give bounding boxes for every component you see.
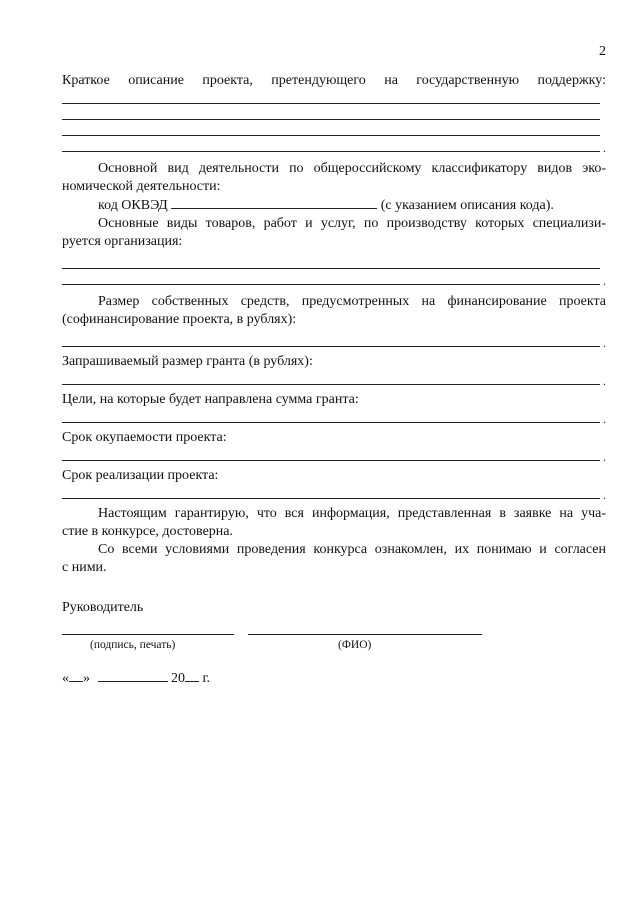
date-month-field[interactable]: [98, 669, 168, 682]
okved-code-suffix: (с указанием описания кода).: [380, 198, 554, 213]
grant-amount-line[interactable]: [62, 371, 606, 387]
okved-code-row: [62, 196, 606, 215]
line-end-dot: .: [603, 274, 606, 288]
okved-code-field[interactable]: [171, 196, 377, 209]
date-year-prefix: 20: [171, 671, 185, 686]
project-description-line-1[interactable]: [62, 90, 606, 106]
guarantee-text-line-2: стие в конкурсе, достоверна.: [62, 524, 234, 539]
goods-line-2[interactable]: [62, 271, 606, 287]
signature-row: [62, 617, 606, 639]
signature-role: Руководитель: [62, 600, 144, 615]
signature-caption: (подпись, печать): [90, 639, 176, 651]
payback-label: Срок окупаемости проекта:: [62, 430, 227, 445]
date-year-suffix: г.: [202, 671, 211, 686]
full-name-field[interactable]: [248, 634, 482, 635]
okved-text-line-1: Основной вид деятельности по общероссийскому классификатору видов эко-: [98, 161, 606, 176]
own-funds-text-line-1: Размер собственных средств, предусмотренных на финансирование проекта: [98, 294, 606, 309]
goods-line-1[interactable]: [62, 255, 606, 271]
date-open-quote: «: [62, 671, 69, 686]
guarantee-text-line-4: с ними.: [62, 560, 107, 575]
full-name-caption: (ФИО): [338, 639, 372, 651]
line-end-dot: .: [603, 450, 606, 464]
signature-field[interactable]: [62, 634, 234, 635]
own-funds-text-line-2: (софинансирование проекта, в рублях):: [62, 312, 297, 327]
line-end-dot: .: [603, 374, 606, 388]
line-end-dot: .: [603, 488, 606, 502]
line-end-dot: .: [603, 141, 606, 155]
implementation-line[interactable]: [62, 485, 606, 501]
grant-amount-label: Запрашиваемый размер гранта (в рублях):: [62, 354, 313, 369]
own-funds-line[interactable]: [62, 333, 606, 349]
goods-text-line-1: Основные виды товаров, работ и услуг, по производству которых специализи-: [98, 216, 606, 231]
project-description-line-3[interactable]: [62, 122, 606, 138]
goods-text-line-2: руется организация:: [62, 234, 183, 249]
date-close-quote: »: [83, 671, 90, 686]
grant-goals-line[interactable]: [62, 409, 606, 425]
project-description-line-4[interactable]: [62, 138, 606, 154]
application-form: [62, 72, 606, 688]
okved-code-prefix: код ОКВЭД: [98, 198, 168, 213]
guarantee-text-line-3: Со всеми условиями проведения конкурса ознакомлен, их понимаю и согласен: [98, 542, 606, 557]
payback-line[interactable]: [62, 447, 606, 463]
okved-text-line-2: номической деятельности:: [62, 179, 221, 194]
date-row: [62, 669, 606, 688]
date-year-field[interactable]: [185, 669, 199, 682]
page-number: 2: [599, 44, 606, 59]
guarantee-text-line-1: Настоящим гарантирую, что вся информация, представленная в заявке на уча-: [98, 506, 606, 521]
line-end-dot: .: [603, 336, 606, 350]
signature-captions: [62, 639, 606, 659]
line-end-dot: .: [603, 412, 606, 426]
implementation-label: Срок реализации проекта:: [62, 468, 219, 483]
date-day-field[interactable]: [69, 669, 83, 682]
grant-goals-label: Цели, на которые будет направлена сумма гранта:: [62, 392, 359, 407]
project-description-line-2[interactable]: [62, 106, 606, 122]
project-description-label: Краткое описание проекта, претендующего на государственную поддержку:: [62, 73, 606, 88]
